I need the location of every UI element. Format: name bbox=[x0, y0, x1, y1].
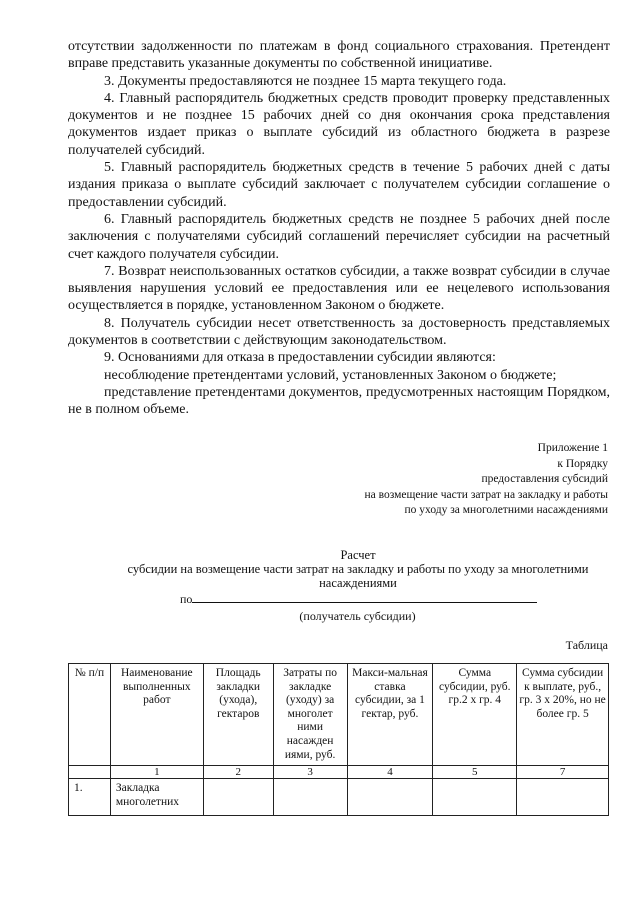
area-cell bbox=[203, 779, 273, 816]
recipient-line bbox=[180, 590, 537, 607]
order-text bbox=[68, 38, 610, 419]
recipient-prefix: по bbox=[180, 592, 193, 606]
header-cell-subsidy-sum: Сумма субсидии, руб. гр.2 х гр. 4 bbox=[433, 664, 517, 766]
costs-cell bbox=[273, 779, 347, 816]
appendix-header bbox=[365, 441, 608, 519]
subsidy-sum-cell bbox=[433, 779, 517, 816]
column-number-cell: 4 bbox=[347, 766, 433, 779]
paragraph-7: 7. Возврат неиспользованных остатков субсидии, а также возврат субсидии в случае выявления нарушения условий ее предоставления или ее нецелевого использования осуществляется в порядке, установленном Законом о бюджете. bbox=[68, 263, 610, 314]
refusal-reason-2: представление претендентами документов, предусмотренных настоящим Порядком, не в полном объеме. bbox=[68, 384, 610, 418]
header-cell-payout-sum: Сумма субсидии к выплате, руб., гр. 3 х 20%, но не более гр. 5 bbox=[517, 664, 609, 766]
paragraph-8: 8. Получатель субсидии несет ответственность за достоверность представляемых документов в соответствии с действующим законодательством. bbox=[68, 315, 610, 349]
header-cell-area: Площадь закладки (ухода), гектаров bbox=[203, 664, 273, 766]
table-label: Таблица bbox=[565, 638, 608, 652]
payout-sum-cell bbox=[517, 779, 609, 816]
appendix-line: предоставления субсидий bbox=[481, 473, 608, 485]
paragraph-4: 4. Главный распорядитель бюджетных средств проводит проверку представленных документов и не позднее 15 рабочих дней со дня окончания срока представления документов издает приказ о выплате субсидий из областного бюджета в разрезе получателей субсидий. bbox=[68, 90, 610, 158]
subsidy-calculation-table bbox=[68, 663, 609, 816]
work-name-cell: Закладка многолетних bbox=[110, 779, 203, 816]
column-number-cell: 5 bbox=[433, 766, 517, 779]
calculation-subtitle: субсидии на возмещение части затрат на закладку и работы по уходу за многолетними насаждениями bbox=[127, 562, 589, 590]
paragraph-5: 5. Главный распорядитель бюджетных средств в течение 5 рабочих дней с даты издания приказа о выплате субсидий заключает с получателем субсидии соглашение о предоставлении субсидий. bbox=[68, 160, 610, 210]
header-cell-number: № п/п bbox=[69, 664, 111, 766]
recipient-blank bbox=[192, 590, 537, 603]
row-number-cell: 1. bbox=[69, 779, 111, 816]
max-rate-cell bbox=[347, 779, 433, 816]
column-number-cell: 7 bbox=[517, 766, 609, 779]
calculation-title bbox=[68, 548, 640, 590]
calculation-heading: Расчет bbox=[340, 548, 376, 562]
header-cell-work-name: Наименование выполненных работ bbox=[110, 664, 203, 766]
paragraph-continuation: отсутствии задолженности по платежам в фонд социального страхования. Претендент вправе представить указанные документы по собственной инициативе. bbox=[68, 39, 610, 72]
paragraph-3: 3. Документы предоставляются не позднее 15 марта текущего года. bbox=[104, 73, 507, 89]
column-number-cell: 3 bbox=[273, 766, 347, 779]
column-number-cell: 2 bbox=[203, 766, 273, 779]
refusal-reason-1: несоблюдение претендентами условий, установленных Законом о бюджете; bbox=[104, 367, 557, 383]
appendix-line: на возмещение части затрат на закладку и работы bbox=[364, 488, 608, 501]
recipient-caption: (получатель субсидии) bbox=[299, 609, 416, 623]
column-number-cell: 1 bbox=[110, 766, 203, 779]
appendix-line: по уходу за многолетними насаждениями bbox=[404, 504, 608, 516]
appendix-line: к Порядку bbox=[557, 457, 608, 470]
table-row bbox=[69, 779, 609, 816]
column-number-row bbox=[69, 766, 609, 779]
paragraph-6: 6. Главный распорядитель бюджетных средств не позднее 5 рабочих дней после заключения с получателями субсидий соглашений перечисляет субсидии на расчетный счет каждого получателя субсидии. bbox=[68, 211, 610, 262]
appendix-line: Приложение 1 bbox=[537, 442, 608, 454]
header-cell-max-rate: Макси-мальная ставка субсидии, за 1 гектар, руб. bbox=[347, 664, 433, 766]
paragraph-9: 9. Основаниями для отказа в предоставлении субсидии являются: bbox=[104, 350, 496, 366]
table-header-row bbox=[69, 664, 609, 766]
column-number-cell bbox=[69, 766, 111, 779]
header-cell-costs: Затраты по закладке (уходу) за многолет ними насажден иями, руб. bbox=[273, 664, 347, 766]
